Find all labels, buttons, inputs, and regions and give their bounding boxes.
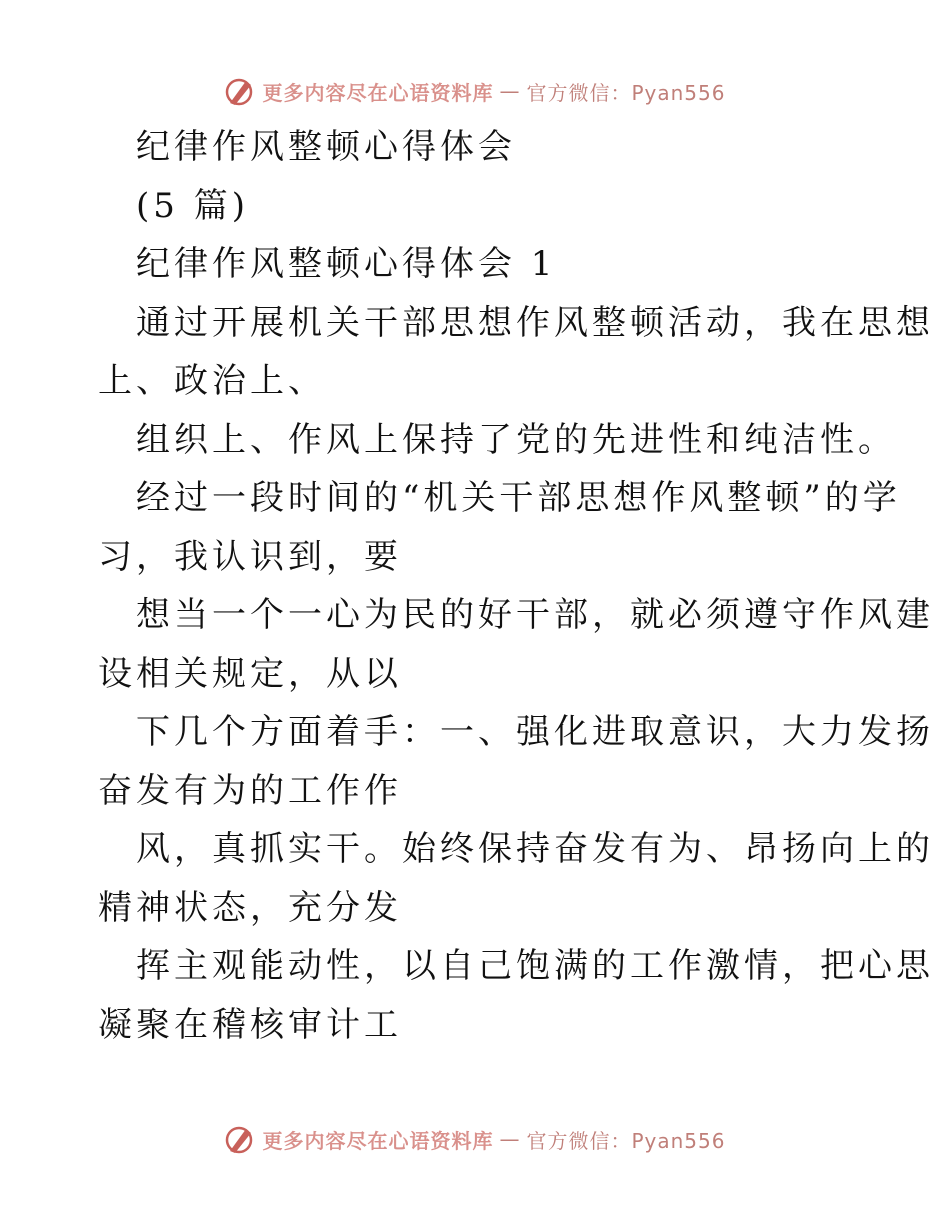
pen-in-circle-logo-icon: [224, 75, 256, 107]
paragraph-line: 精神状态，充分发: [98, 887, 402, 928]
paragraph-line: 通过开展机关干部思想作风整顿活动，我在思想: [136, 302, 934, 343]
footer-watermark: [0, 1122, 950, 1156]
paragraph-line: 想当一个一心为民的好干部，就必须遵守作风建: [136, 595, 934, 635]
paragraph-line: 习，我认识到，要: [98, 536, 402, 577]
paragraph-line: 经过一段时间的“机关干部思想作风整顿”的学: [136, 478, 901, 518]
paragraph-line: 设相关规定，从以: [98, 653, 402, 694]
section-heading: 纪律作风整顿心得体会 1: [136, 244, 557, 284]
header-watermark: [0, 74, 950, 108]
document-title: 纪律作风整顿心得体会: [136, 127, 516, 167]
watermark-wechat: 官方微信：Pyan556: [526, 80, 726, 105]
paragraph-line: 挥主观能动性，以自己饱满的工作激情，把心思: [136, 946, 934, 986]
paragraph-line: 上、政治上、: [98, 361, 326, 401]
paragraph-line: 下几个方面着手：一、强化进取意识，大力发扬: [136, 712, 934, 752]
watermark-separator: —: [499, 1127, 521, 1151]
paragraph-line: 奋发有为的工作作: [98, 770, 402, 811]
paragraph-line: 组织上、作风上保持了党的先进性和纯洁性。: [136, 419, 896, 460]
paragraph-line: 风，真抓实干。始终保持奋发有为、昂扬向上的: [136, 829, 934, 869]
document-body: [98, 118, 934, 1054]
pen-in-circle-logo-icon: [224, 1123, 256, 1155]
watermark-brand: 更多内容尽在心语资料库: [262, 1128, 494, 1153]
watermark-wechat: 官方微信：Pyan556: [526, 1128, 726, 1153]
watermark-separator: —: [499, 79, 521, 103]
watermark-brand: 更多内容尽在心语资料库: [262, 80, 494, 105]
document-subtitle: (5 篇): [136, 185, 249, 226]
paragraph-line: 凝聚在稽核审计工: [98, 1004, 402, 1045]
